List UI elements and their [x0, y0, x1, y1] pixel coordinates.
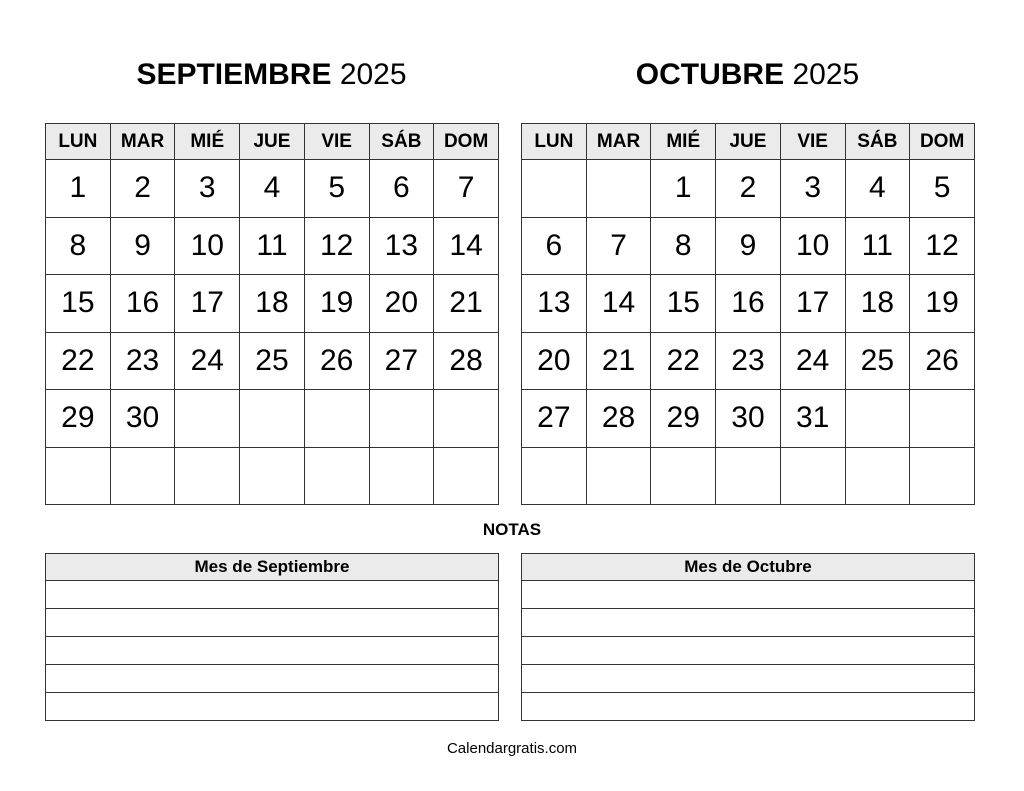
note-line-cell[interactable]: [522, 693, 975, 721]
week-row: [46, 390, 499, 448]
day-cell: 3: [175, 160, 240, 218]
note-line-cell[interactable]: [522, 637, 975, 665]
note-line-cell[interactable]: [522, 581, 975, 609]
notes-section-title: Mes de Septiembre: [46, 554, 499, 581]
day-cell: 25: [240, 332, 305, 390]
notes-header-row: [522, 554, 975, 581]
day-cell: 30: [110, 390, 175, 448]
day-cell: 11: [240, 217, 305, 275]
day-cell: [240, 447, 305, 505]
month-grid: [521, 123, 975, 505]
day-cell: 2: [716, 160, 781, 218]
day-cell: 4: [240, 160, 305, 218]
weekday-header: SÁB: [845, 124, 910, 160]
day-cell: [304, 447, 369, 505]
weekday-header-row: [46, 124, 499, 160]
day-cell: 5: [910, 160, 975, 218]
day-cell: 17: [175, 275, 240, 333]
day-cell: [716, 447, 781, 505]
day-cell: 29: [651, 390, 716, 448]
note-line-cell[interactable]: [46, 609, 499, 637]
day-cell: [586, 160, 651, 218]
note-line-cell[interactable]: [46, 665, 499, 693]
day-cell: 19: [304, 275, 369, 333]
note-line-cell[interactable]: [522, 609, 975, 637]
day-cell: 12: [304, 217, 369, 275]
month-title: [521, 56, 974, 94]
notes-table: [45, 553, 499, 721]
week-row: [522, 160, 975, 218]
day-cell: 27: [522, 390, 587, 448]
day-cell: 27: [369, 332, 434, 390]
day-cell: [910, 447, 975, 505]
month-year: 2025: [792, 58, 860, 91]
day-cell: 11: [845, 217, 910, 275]
day-cell: 10: [780, 217, 845, 275]
day-cell: 15: [651, 275, 716, 333]
week-row: [522, 275, 975, 333]
weekday-header: SÁB: [369, 124, 434, 160]
day-cell: [845, 447, 910, 505]
weekday-header: JUE: [716, 124, 781, 160]
day-cell: 16: [716, 275, 781, 333]
notes-label: NOTAS: [482, 520, 542, 539]
note-line: [522, 637, 975, 665]
day-cell: [910, 390, 975, 448]
day-cell: 4: [845, 160, 910, 218]
day-cell: 13: [522, 275, 587, 333]
weekday-header: LUN: [46, 124, 111, 160]
week-row: [522, 332, 975, 390]
day-cell: 17: [780, 275, 845, 333]
week-row: [522, 447, 975, 505]
note-line-cell[interactable]: [522, 665, 975, 693]
day-cell: 28: [586, 390, 651, 448]
day-cell: 3: [780, 160, 845, 218]
day-cell: 12: [910, 217, 975, 275]
weekday-header-row: [522, 124, 975, 160]
day-cell: [845, 390, 910, 448]
week-row: [46, 447, 499, 505]
day-cell: [46, 447, 111, 505]
day-cell: [586, 447, 651, 505]
month-grid: [45, 123, 499, 505]
day-cell: 18: [845, 275, 910, 333]
note-line: [46, 637, 499, 665]
day-cell: [175, 447, 240, 505]
weekday-header: LUN: [522, 124, 587, 160]
day-cell: 13: [369, 217, 434, 275]
day-cell: 6: [522, 217, 587, 275]
day-cell: 7: [434, 160, 499, 218]
week-row: [46, 275, 499, 333]
month-year: 2025: [339, 58, 407, 91]
note-line: [522, 693, 975, 721]
day-cell: [522, 447, 587, 505]
day-cell: 24: [175, 332, 240, 390]
day-cell: [369, 447, 434, 505]
note-line: [522, 581, 975, 609]
note-line-cell[interactable]: [46, 581, 499, 609]
weekday-header: VIE: [304, 124, 369, 160]
day-cell: 9: [110, 217, 175, 275]
day-cell: [522, 160, 587, 218]
day-cell: 6: [369, 160, 434, 218]
footer-site: Calendargratis.com: [446, 740, 578, 757]
day-cell: 31: [780, 390, 845, 448]
day-cell: [110, 447, 175, 505]
day-cell: 10: [175, 217, 240, 275]
day-cell: 22: [46, 332, 111, 390]
notes-section-title: Mes de Octubre: [522, 554, 975, 581]
weekday-header: DOM: [910, 124, 975, 160]
note-line: [46, 609, 499, 637]
week-row: [46, 160, 499, 218]
day-cell: 8: [651, 217, 716, 275]
day-cell: 5: [304, 160, 369, 218]
weekday-header: MIÉ: [175, 124, 240, 160]
note-line: [46, 693, 499, 721]
day-cell: 26: [910, 332, 975, 390]
notes-header-row: [46, 554, 499, 581]
day-cell: 23: [716, 332, 781, 390]
day-cell: [651, 447, 716, 505]
note-line: [46, 581, 499, 609]
weekday-header: MAR: [586, 124, 651, 160]
day-cell: 14: [434, 217, 499, 275]
day-cell: 8: [46, 217, 111, 275]
note-line-cell[interactable]: [46, 693, 499, 721]
day-cell: 14: [586, 275, 651, 333]
day-cell: 1: [46, 160, 111, 218]
weekday-header: JUE: [240, 124, 305, 160]
month-title: [45, 56, 498, 94]
note-line: [46, 665, 499, 693]
day-cell: 26: [304, 332, 369, 390]
month-name: OCTUBRE: [635, 58, 785, 91]
week-row: [522, 390, 975, 448]
week-row: [46, 217, 499, 275]
day-cell: 30: [716, 390, 781, 448]
weekday-header: MAR: [110, 124, 175, 160]
day-cell: 15: [46, 275, 111, 333]
day-cell: 20: [522, 332, 587, 390]
weekday-header: VIE: [780, 124, 845, 160]
day-cell: 16: [110, 275, 175, 333]
day-cell: 7: [586, 217, 651, 275]
day-cell: 24: [780, 332, 845, 390]
day-cell: 28: [434, 332, 499, 390]
day-cell: 9: [716, 217, 781, 275]
day-cell: 20: [369, 275, 434, 333]
day-cell: [434, 390, 499, 448]
day-cell: 21: [586, 332, 651, 390]
note-line: [522, 609, 975, 637]
day-cell: 29: [46, 390, 111, 448]
day-cell: 2: [110, 160, 175, 218]
weekday-header: DOM: [434, 124, 499, 160]
day-cell: [369, 390, 434, 448]
day-cell: [434, 447, 499, 505]
week-row: [46, 332, 499, 390]
day-cell: [240, 390, 305, 448]
weekday-header: MIÉ: [651, 124, 716, 160]
week-row: [522, 217, 975, 275]
month-name: SEPTIEMBRE: [136, 58, 332, 91]
day-cell: 25: [845, 332, 910, 390]
day-cell: 21: [434, 275, 499, 333]
note-line-cell[interactable]: [46, 637, 499, 665]
notes-table: [521, 553, 975, 721]
day-cell: [780, 447, 845, 505]
day-cell: [175, 390, 240, 448]
note-line: [522, 665, 975, 693]
day-cell: 19: [910, 275, 975, 333]
day-cell: 18: [240, 275, 305, 333]
day-cell: 23: [110, 332, 175, 390]
day-cell: 22: [651, 332, 716, 390]
day-cell: [304, 390, 369, 448]
day-cell: 1: [651, 160, 716, 218]
